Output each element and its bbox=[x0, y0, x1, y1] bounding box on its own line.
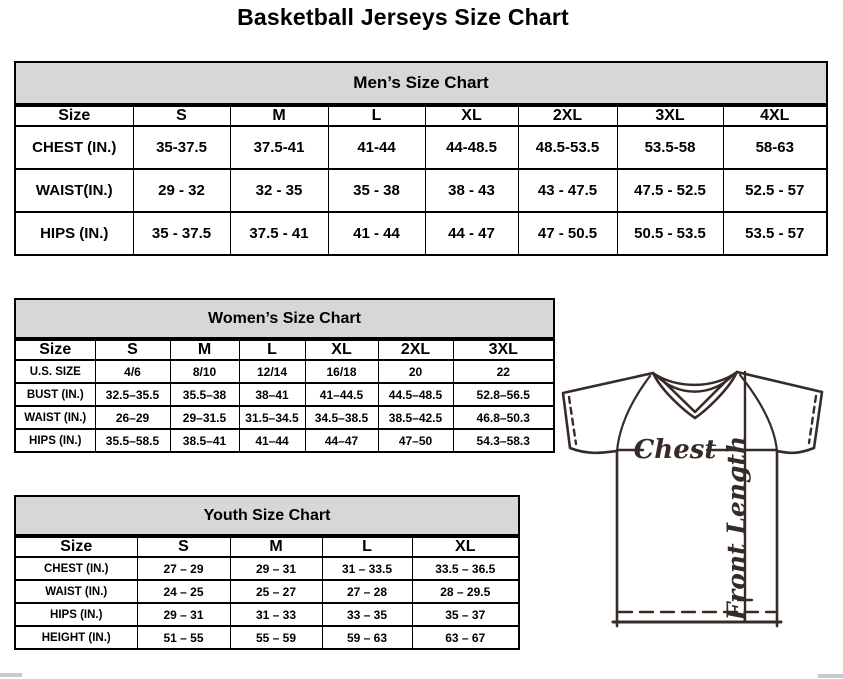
column-header: S bbox=[133, 106, 230, 126]
size-value-cell: 29 – 31 bbox=[230, 557, 322, 580]
size-value-cell: 31 – 33 bbox=[230, 603, 322, 626]
size-value-cell: 59 – 63 bbox=[322, 626, 412, 648]
size-value-cell: 47 - 50.5 bbox=[518, 212, 617, 254]
table-row bbox=[16, 429, 553, 451]
size-value-cell: 28 – 29.5 bbox=[412, 580, 518, 603]
size-value-cell: 27 – 29 bbox=[137, 557, 230, 580]
chest-label: Chest bbox=[633, 435, 717, 465]
row-label: HIPS (IN.) bbox=[16, 429, 95, 451]
size-value-cell: 35.5–58.5 bbox=[95, 429, 170, 451]
column-header: 2XL bbox=[518, 106, 617, 126]
column-header: M bbox=[230, 106, 328, 126]
size-column-header: Size bbox=[16, 340, 95, 360]
size-value-cell: 24 – 25 bbox=[137, 580, 230, 603]
size-value-cell: 20 bbox=[378, 360, 453, 383]
column-header-row bbox=[16, 340, 553, 360]
scrollbar-fragment-right[interactable] bbox=[818, 674, 843, 678]
table-row bbox=[16, 169, 826, 212]
mens-chart-header: Men’s Size Chart bbox=[16, 63, 826, 105]
table-row bbox=[16, 603, 518, 626]
table-row bbox=[16, 580, 518, 603]
cuff-stitch-left bbox=[569, 397, 576, 444]
womens-size-table bbox=[16, 339, 553, 451]
size-value-cell: 38.5–41 bbox=[170, 429, 239, 451]
table-row bbox=[16, 212, 826, 254]
page-title: Basketball Jerseys Size Chart bbox=[237, 4, 569, 30]
size-value-cell: 52.5 - 57 bbox=[723, 169, 826, 212]
youth-size-table bbox=[16, 536, 518, 648]
size-value-cell: 33.5 – 36.5 bbox=[412, 557, 518, 580]
mens-size-table bbox=[16, 105, 826, 254]
column-header: M bbox=[230, 537, 322, 557]
size-value-cell: 35.5–38 bbox=[170, 383, 239, 406]
size-value-cell: 26–29 bbox=[95, 406, 170, 429]
size-value-cell: 47.5 - 52.5 bbox=[617, 169, 723, 212]
column-header: L bbox=[322, 537, 412, 557]
mens-size-chart bbox=[14, 61, 828, 256]
size-value-cell: 31.5–34.5 bbox=[239, 406, 305, 429]
size-value-cell: 35 - 37.5 bbox=[133, 212, 230, 254]
size-value-cell: 29–31.5 bbox=[170, 406, 239, 429]
size-value-cell: 53.5 - 57 bbox=[723, 212, 826, 254]
row-label: HIPS (IN.) bbox=[16, 212, 133, 254]
table-row bbox=[16, 626, 518, 648]
row-label: CHEST (IN.) bbox=[16, 557, 137, 580]
size-value-cell: 38 - 43 bbox=[425, 169, 518, 212]
size-value-cell: 38.5–42.5 bbox=[378, 406, 453, 429]
front-length-label: Front Length bbox=[722, 435, 751, 621]
column-header: 2XL bbox=[378, 340, 453, 360]
column-header: 3XL bbox=[617, 106, 723, 126]
column-header-row bbox=[16, 106, 826, 126]
table-row bbox=[16, 360, 553, 383]
row-label: WAIST (IN.) bbox=[16, 406, 95, 429]
size-value-cell: 35-37.5 bbox=[133, 126, 230, 169]
size-value-cell: 41 - 44 bbox=[328, 212, 425, 254]
row-label: HEIGHT (IN.) bbox=[16, 626, 137, 648]
size-value-cell: 31 – 33.5 bbox=[322, 557, 412, 580]
column-header: XL bbox=[412, 537, 518, 557]
column-header: 3XL bbox=[453, 340, 553, 360]
size-column-header: Size bbox=[16, 537, 137, 557]
table-row bbox=[16, 557, 518, 580]
youth-size-chart bbox=[14, 495, 520, 650]
jersey-measurement-diagram bbox=[556, 360, 836, 660]
size-value-cell: 50.5 - 53.5 bbox=[617, 212, 723, 254]
size-value-cell: 58-63 bbox=[723, 126, 826, 169]
size-column-header: Size bbox=[16, 106, 133, 126]
size-value-cell: 32.5–35.5 bbox=[95, 383, 170, 406]
size-value-cell: 37.5 - 41 bbox=[230, 212, 328, 254]
size-value-cell: 35 - 38 bbox=[328, 169, 425, 212]
size-value-cell: 44 - 47 bbox=[425, 212, 518, 254]
size-value-cell: 41–44.5 bbox=[305, 383, 378, 406]
column-header: L bbox=[239, 340, 305, 360]
size-value-cell: 41–44 bbox=[239, 429, 305, 451]
size-value-cell: 47–50 bbox=[378, 429, 453, 451]
size-value-cell: 35 – 37 bbox=[412, 603, 518, 626]
size-value-cell: 4/6 bbox=[95, 360, 170, 383]
row-label: HIPS (IN.) bbox=[16, 603, 137, 626]
column-header: 4XL bbox=[723, 106, 826, 126]
row-label: WAIST (IN.) bbox=[16, 580, 137, 603]
size-value-cell: 44.5–48.5 bbox=[378, 383, 453, 406]
size-value-cell: 52.8–56.5 bbox=[453, 383, 553, 406]
row-label: CHEST (IN.) bbox=[16, 126, 133, 169]
row-label: BUST (IN.) bbox=[16, 383, 95, 406]
size-value-cell: 46.8–50.3 bbox=[453, 406, 553, 429]
size-value-cell: 12/14 bbox=[239, 360, 305, 383]
size-value-cell: 63 – 67 bbox=[412, 626, 518, 648]
column-header-row bbox=[16, 537, 518, 557]
size-value-cell: 38–41 bbox=[239, 383, 305, 406]
size-value-cell: 29 - 32 bbox=[133, 169, 230, 212]
size-value-cell: 54.3–58.3 bbox=[453, 429, 553, 451]
size-value-cell: 44–47 bbox=[305, 429, 378, 451]
row-label: U.S. SIZE bbox=[16, 360, 95, 383]
column-header: S bbox=[95, 340, 170, 360]
womens-size-chart bbox=[14, 298, 555, 453]
size-value-cell: 34.5–38.5 bbox=[305, 406, 378, 429]
size-value-cell: 37.5-41 bbox=[230, 126, 328, 169]
youth-chart-header: Youth Size Chart bbox=[16, 497, 518, 536]
table-row bbox=[16, 126, 826, 169]
size-value-cell: 25 – 27 bbox=[230, 580, 322, 603]
column-header: XL bbox=[305, 340, 378, 360]
size-value-cell: 8/10 bbox=[170, 360, 239, 383]
size-value-cell: 33 – 35 bbox=[322, 603, 412, 626]
row-label: WAIST(IN.) bbox=[16, 169, 133, 212]
size-value-cell: 32 - 35 bbox=[230, 169, 328, 212]
womens-chart-header: Women’s Size Chart bbox=[16, 300, 553, 339]
size-value-cell: 51 – 55 bbox=[137, 626, 230, 648]
size-value-cell: 48.5-53.5 bbox=[518, 126, 617, 169]
size-value-cell: 55 – 59 bbox=[230, 626, 322, 648]
column-header: XL bbox=[425, 106, 518, 126]
size-value-cell: 43 - 47.5 bbox=[518, 169, 617, 212]
column-header: M bbox=[170, 340, 239, 360]
size-value-cell: 44-48.5 bbox=[425, 126, 518, 169]
size-value-cell: 22 bbox=[453, 360, 553, 383]
table-row bbox=[16, 383, 553, 406]
size-value-cell: 16/18 bbox=[305, 360, 378, 383]
column-header: L bbox=[328, 106, 425, 126]
column-header: S bbox=[137, 537, 230, 557]
table-row bbox=[16, 406, 553, 429]
size-value-cell: 27 – 28 bbox=[322, 580, 412, 603]
size-value-cell: 53.5-58 bbox=[617, 126, 723, 169]
scrollbar-fragment-left[interactable] bbox=[0, 673, 22, 677]
size-value-cell: 29 – 31 bbox=[137, 603, 230, 626]
size-value-cell: 41-44 bbox=[328, 126, 425, 169]
